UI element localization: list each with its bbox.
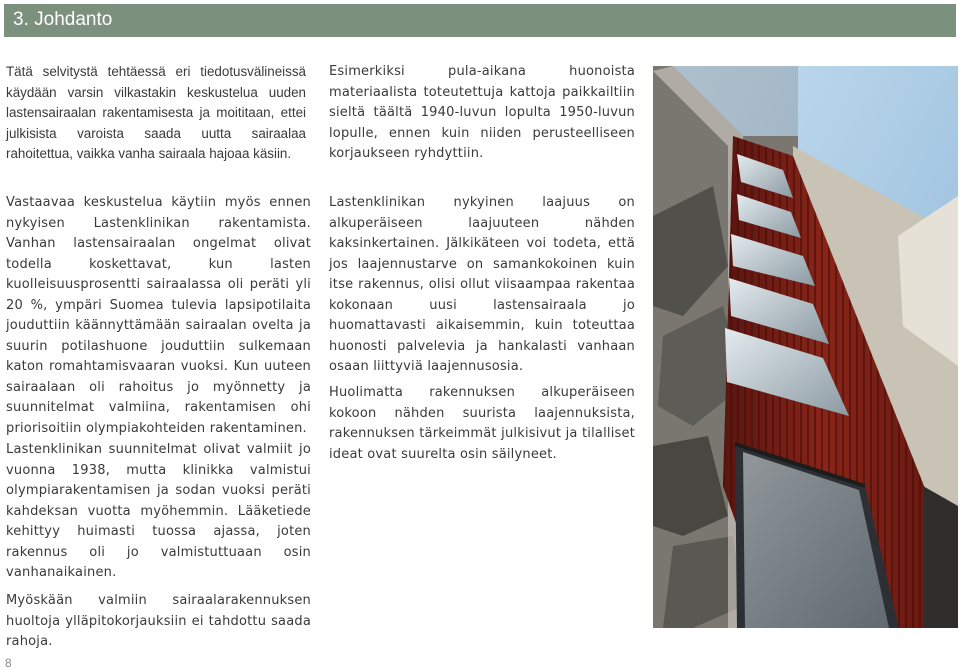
building-facade-photo: [653, 66, 958, 628]
paragraph-intro: Tätä selvitystä tehtäessä eri tiedotusvälineissä käydään varsin vilkastakin keskustelua uuden lastensairaalan rakentamisesta ja moititaan, ettei julkisista varoista saada uutta sairaalaa rahoitettua, vaikka vanha sairaala hajoaa käsiin.: [6, 64, 306, 161]
paragraph-maintenance: Myöskään valmiin sairaalarakennuksen huoltoja ylläpitokorjauksiin ei tahdottu saada rahoja.: [6, 593, 311, 649]
paragraph-roof-repairs: Esimerkiksi pula-aikana huonoista materiaalista toteutettuja kattoja paikkailtiin sieltä täältä 1940-luvun lopulta 1950-luvun lopulle, ennen kuin niiden perusteelliseen korjaukseen ryhdyttiin.: [329, 64, 635, 161]
paragraph-plans-1938: Lastenklinikan suunnitelmat olivat valmiit jo vuonna 1938, mutta klinikka valmistui olympiarakentamisen ja sodan vuoksi peräti kahdeksan vuotta myöhemmin. Lääketiede kehittyy huimasti tuossa ajassa, joten rakennus oli jo valmistuttuaan osin vanhanaikainen.: [6, 442, 311, 580]
paragraph-current-extent: Lastenklinikan nykyinen laajuus on alkuperäiseen laajuuteen nähden kaksinkertainen. Jälkikäteen voi todeta, että jos laajennustarve on samankokoinen kuin itse rakennus, olisi ollut viisaampaa rakentaa kokonaan uusi lastensairaala jo huomattavasti aikaisemmin, kuin toteuttaa huonosti palvelevia ja hankalasti vanhaan osaan liittyviä laajennusosia.: [329, 195, 635, 374]
paragraph-discussion: Vastaavaa keskustelua käytiin myös ennen nykyisen Lastenklinikan rakentamista. Vanhan lastensairaalan ongelmat olivat todella koskettavat, kun lasten kuolleisuusprosentti sairaalassa oli peräti yli 20 %, ympäri Suomea tulevia lapsipotilaita jouduttiin käännyttämään sairaalan ovelta ja suurin potilashuone jouduttiin sulkemaan katon romahtamisvaaran vuoksi. Kun uuteen sairaalaan oli rahoitus jo myönnetty ja suunnitelmat valmiina, rakentamisen ohi priorisoitiin olympiakohteiden rakentaminen.: [6, 195, 311, 436]
section-title: 3. Johdanto: [13, 9, 113, 30]
paragraph-preserved-facades: Huolimatta rakennuksen alkuperäiseen kokoon nähden suurista laajennuksista, rakennuksen tärkeimmät julkisivut ja tilalliset ideat ovat suurelta osin säilyneet.: [329, 385, 635, 462]
section-header-bar: [4, 4, 956, 37]
page-number: 8: [5, 656, 12, 670]
